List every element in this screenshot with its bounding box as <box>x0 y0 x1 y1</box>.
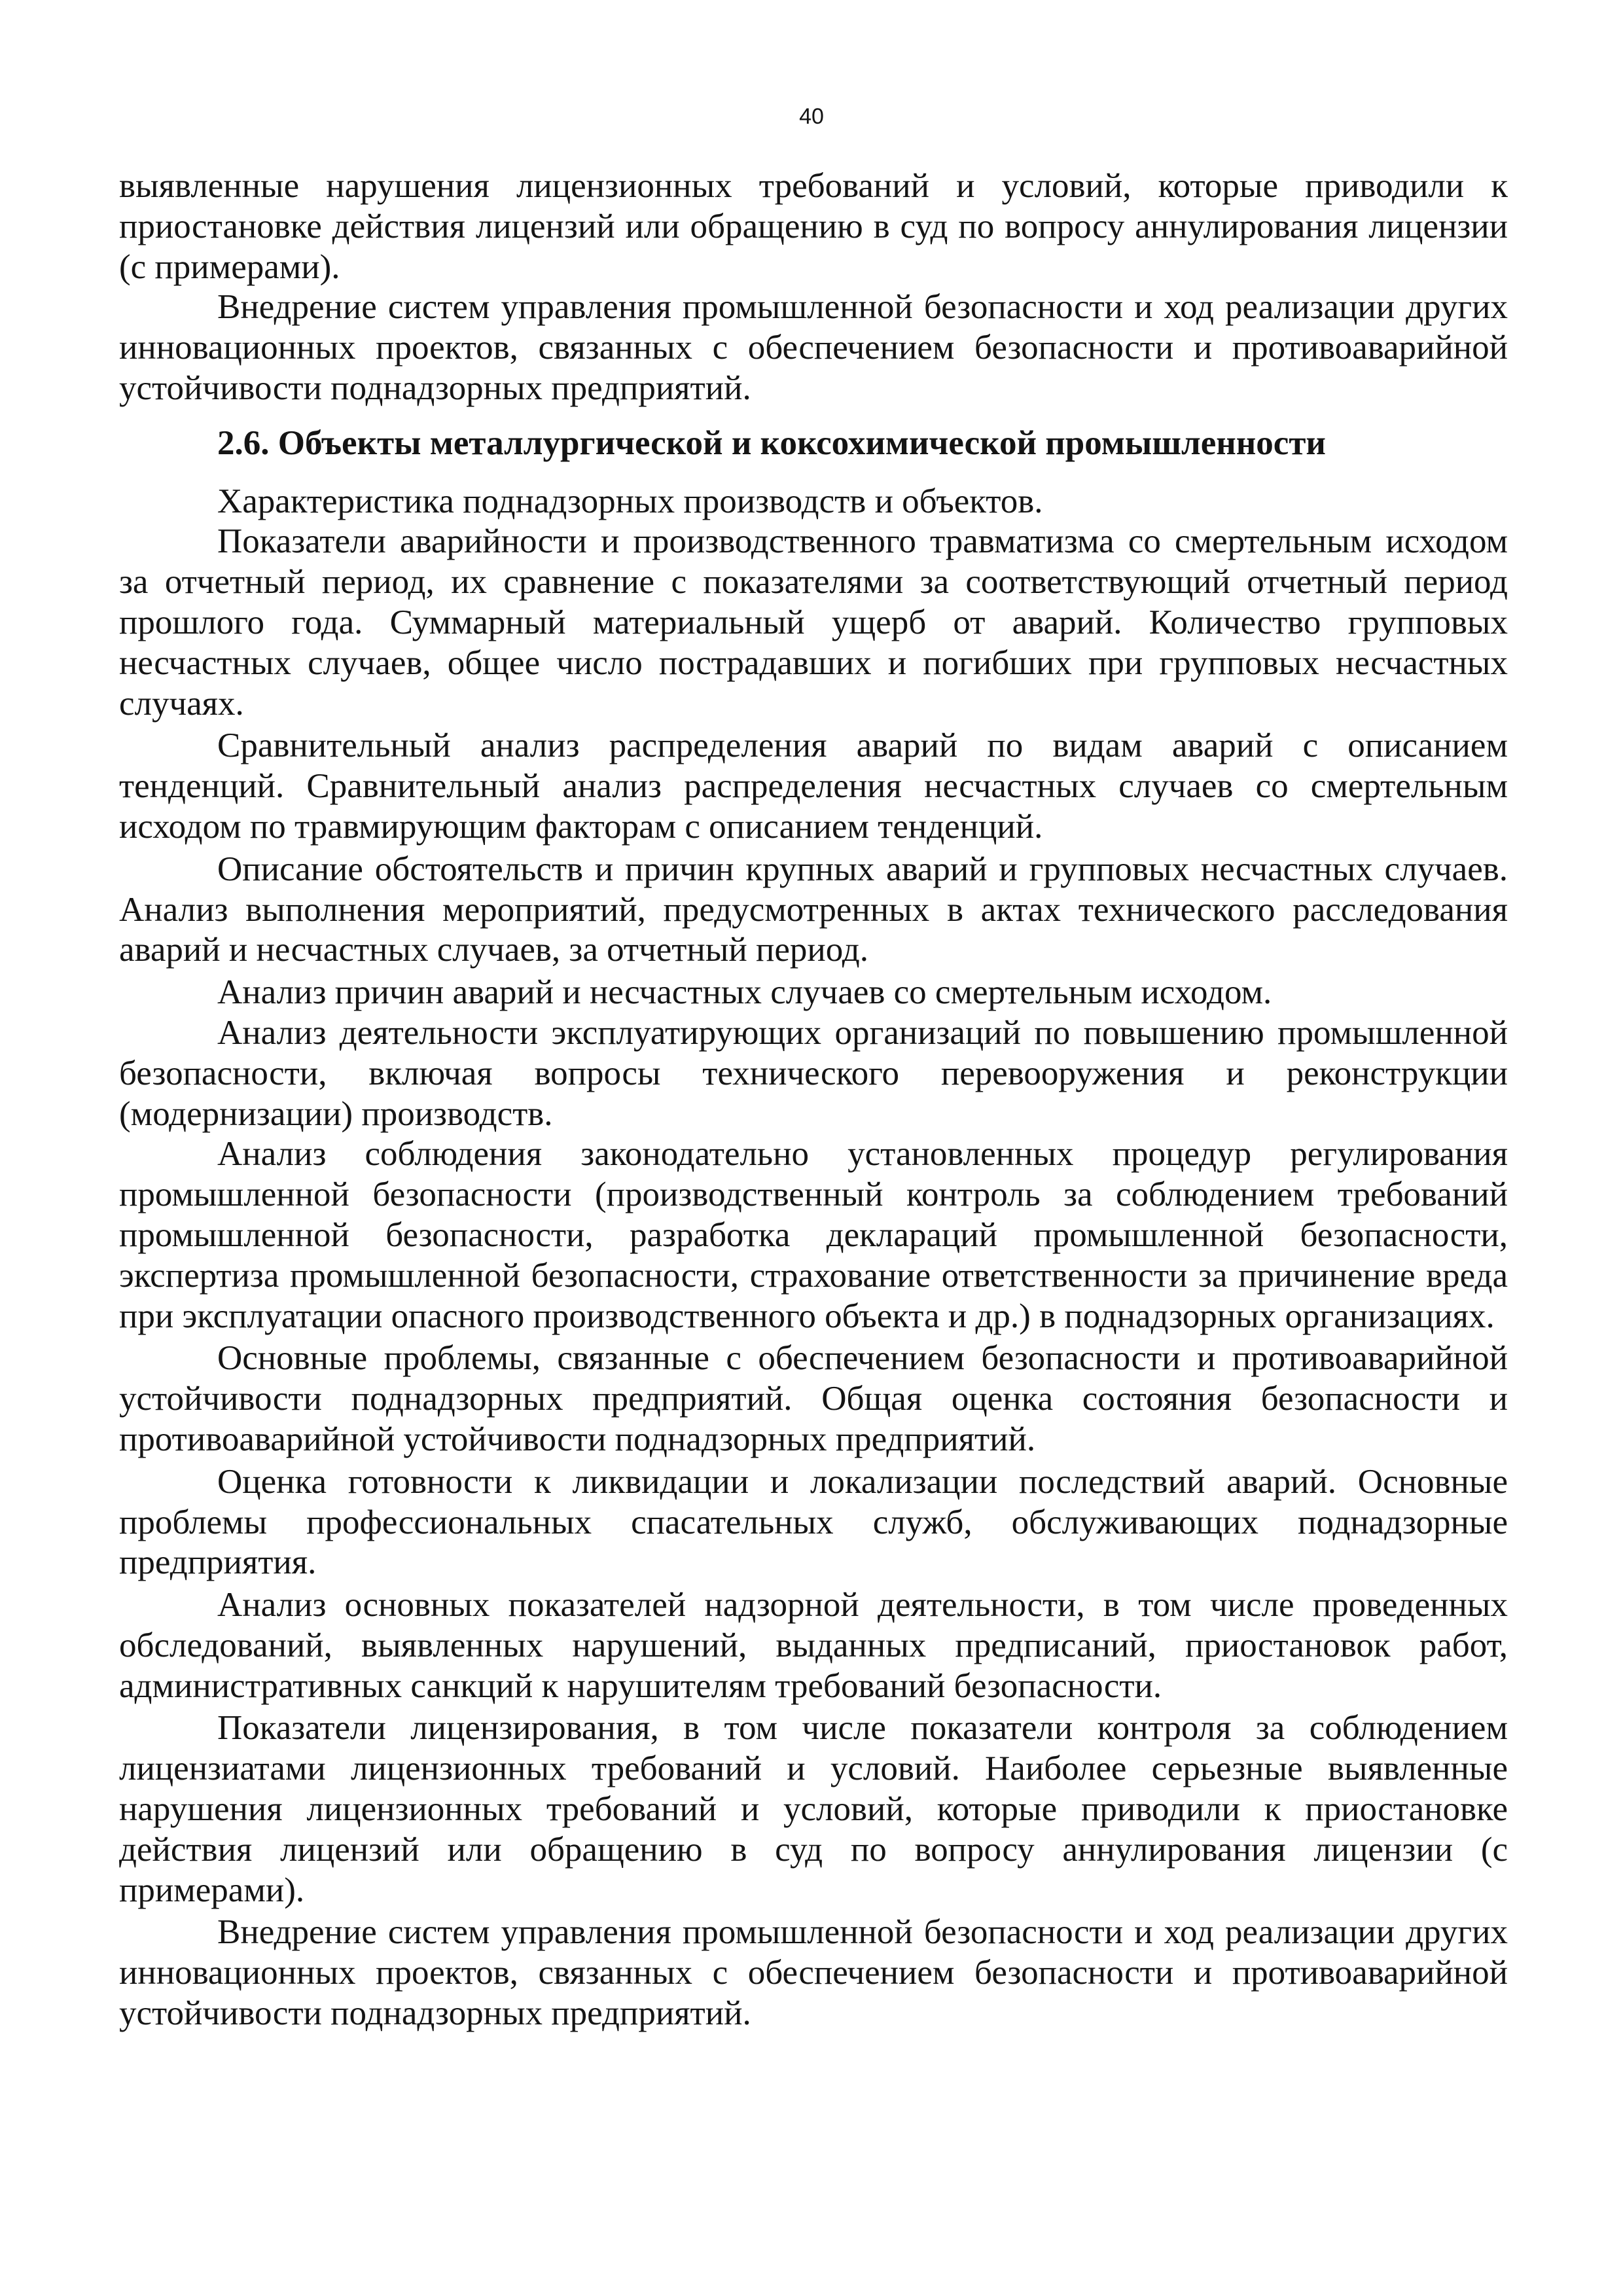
paragraph: Внедрение систем управления промышленной безопасности и ход реализации других инновационных проектов, связанных с обеспечением безопасности и противоаварийной устойчивости поднадзорных предприятий. <box>119 1913 1508 2033</box>
paragraph: Оценка готовности к ликвидации и локализации последствий аварий. Основные проблемы профессиональных спасательных служб, обслуживающих поднадзорные предприятия. <box>119 1462 1508 1582</box>
paragraph: Характеристика поднадзорных производств и объектов. <box>217 482 1043 520</box>
section-heading: 2.6. Объекты металлургической и коксохимической промышленности <box>217 423 1326 462</box>
paragraph: выявленные нарушения лицензионных требований и условий, которые приводили к приостановке действия лицензий или обращению в суд по вопросу аннулирования лицензии (с примерами). <box>119 167 1508 286</box>
paragraph: Показатели аварийности и производственного травматизма со смертельным исходом за отчетный период, их сравнение с показателями за соответствующий отчетный период прошлого года. Суммарный материальный ущерб от аварий. Количество групповых несчастных случаев, общее число пострадавших и погибших при групповых несчастных случаях. <box>119 522 1508 723</box>
paragraph: Показатели лицензирования, в том числе показатели контроля за соблюдением лицензиатами лицензионных требований и условий. Наиболее серьезные выявленные нарушения лицензионных требований и условий, которые приводили к приостановке действия лицензий или обращению в суд по вопросу аннулирования лицензии (с примерами). <box>119 1709 1508 1909</box>
paragraph: Основные проблемы, связанные с обеспечением безопасности и противоаварийной устойчивости поднадзорных предприятий. Общая оценка состояния безопасности и противоаварийной устойчивости поднадзорных предприятий. <box>119 1339 1508 1458</box>
paragraph: Анализ деятельности эксплуатирующих организаций по повышению промышленной безопасности, включая вопросы технического перевооружения и реконструкции (модернизации) производств. <box>119 1013 1508 1133</box>
paragraph: Внедрение систем управления промышленной безопасности и ход реализации других инновационных проектов, связанных с обеспечением безопасности и противоаварийной устойчивости поднадзорных предприятий. <box>119 288 1508 407</box>
paragraph: Анализ соблюдения законодательно установленных процедур регулирования промышленной безопасности (производственный контроль за соблюдением требований промышленной безопасности, разработка деклараций промышленной безопасности, экспертиза промышленной безопасности, страхование ответственности за причинение вреда при эксплуатации опасного производственного объекта и др.) в поднадзорных организациях. <box>119 1135 1508 1335</box>
paragraph: Анализ причин аварий и несчастных случаев со смертельным исходом. <box>217 973 1272 1012</box>
paragraph: Анализ основных показателей надзорной деятельности, в том числе проведенных обследований, выявленных нарушений, выданных предписаний, приостановок работ, административных санкций к нарушителям требований безопасности. <box>119 1586 1508 1705</box>
page-number: 40 <box>799 104 824 129</box>
paragraph: Описание обстоятельств и причин крупных аварий и групповых несчастных случаев. Анализ выполнения мероприятий, предусмотренных в актах технического расследования аварий и несчастных случаев, за отчетный период. <box>119 850 1508 969</box>
page-body <box>119 166 1508 2034</box>
paragraph: Сравнительный анализ распределения аварий по видам аварий с описанием тенденций. Сравнительный анализ распределения несчастных случаев со смертельным исходом по травмирующим факторам с описанием тенденций. <box>119 726 1508 846</box>
